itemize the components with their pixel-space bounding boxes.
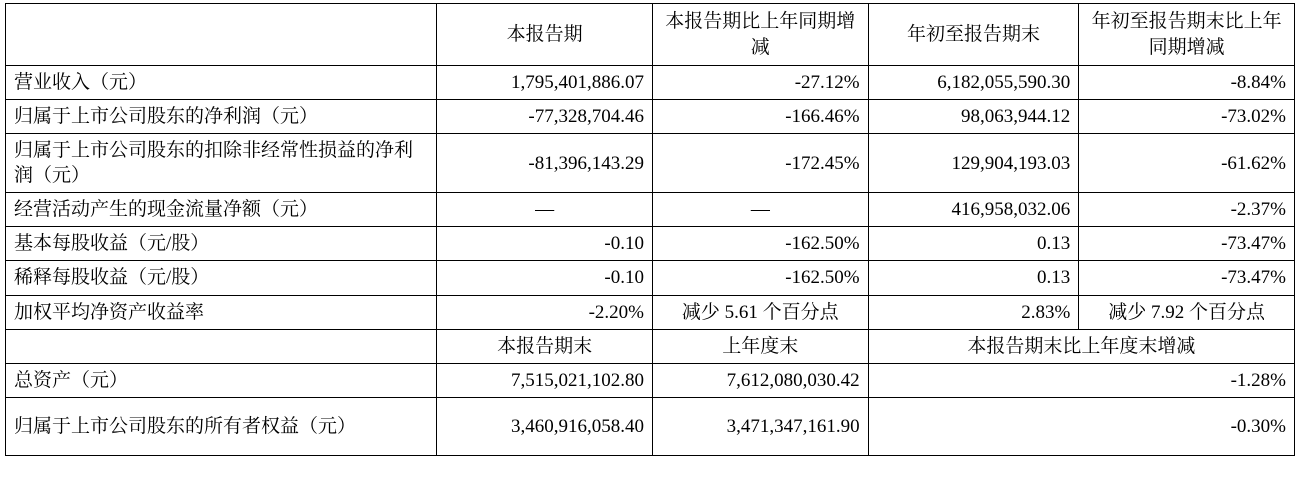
table-row	[6, 66, 1295, 100]
financial-summary-table	[5, 3, 1295, 456]
row-value-current-yoy: -172.45%	[652, 134, 868, 193]
row-value-ytd: 6,182,055,590.30	[868, 66, 1079, 100]
header-current-period: 本报告期	[437, 4, 653, 66]
row-value-period-end: 3,460,916,058.40	[437, 397, 653, 455]
table-row	[6, 295, 1295, 329]
header-corner	[6, 4, 437, 66]
row-value-current-yoy: -162.50%	[652, 261, 868, 295]
row-label: 归属于上市公司股东的净利润（元）	[6, 100, 437, 134]
table-row	[6, 363, 1295, 397]
row-label: 加权平均净资产收益率	[6, 295, 437, 329]
table-row	[6, 100, 1295, 134]
header2-corner	[6, 329, 437, 363]
row-value-ytd-yoy: -61.62%	[1079, 134, 1295, 193]
table-row	[6, 134, 1295, 193]
row-value-ytd-yoy: -73.02%	[1079, 100, 1295, 134]
row-value-current-yoy: -27.12%	[652, 66, 868, 100]
row-value-current: -0.10	[437, 261, 653, 295]
row-value-current: -0.10	[437, 227, 653, 261]
row-value-current: -77,328,704.46	[437, 100, 653, 134]
row-value-current: 1,795,401,886.07	[437, 66, 653, 100]
row-value-ytd: 0.13	[868, 261, 1079, 295]
row-value-prior-year-end: 3,471,347,161.90	[652, 397, 868, 455]
table-row	[6, 227, 1295, 261]
row-label: 营业收入（元）	[6, 66, 437, 100]
row-value-current: —	[437, 193, 653, 227]
row-value-ytd: 0.13	[868, 227, 1079, 261]
row-value-current-yoy: 减少 5.61 个百分点	[652, 295, 868, 329]
header-ytd: 年初至报告期末	[868, 4, 1079, 66]
row-value-period-end: 7,515,021,102.80	[437, 363, 653, 397]
row-label: 归属于上市公司股东的扣除非经常性损益的净利润（元）	[6, 134, 437, 193]
row-value-ytd-yoy: -2.37%	[1079, 193, 1295, 227]
table-header-row-secondary	[6, 329, 1295, 363]
header-ytd-yoy: 年初至报告期末比上年同期增减	[1079, 4, 1295, 66]
table-row	[6, 397, 1295, 455]
row-label: 稀释每股收益（元/股）	[6, 261, 437, 295]
row-value-ytd: 416,958,032.06	[868, 193, 1079, 227]
row-label: 经营活动产生的现金流量净额（元）	[6, 193, 437, 227]
row-value-current-yoy: —	[652, 193, 868, 227]
header2-change: 本报告期末比上年度末增减	[868, 329, 1294, 363]
row-value-change: -1.28%	[868, 363, 1294, 397]
row-value-prior-year-end: 7,612,080,030.42	[652, 363, 868, 397]
row-value-current: -2.20%	[437, 295, 653, 329]
table-header-row	[6, 4, 1295, 66]
financial-summary-sheet	[0, 3, 1300, 479]
row-value-change: -0.30%	[868, 397, 1294, 455]
table-row	[6, 193, 1295, 227]
row-value-current-yoy: -162.50%	[652, 227, 868, 261]
header2-prior-year-end: 上年度末	[652, 329, 868, 363]
row-value-ytd: 98,063,944.12	[868, 100, 1079, 134]
row-value-current: -81,396,143.29	[437, 134, 653, 193]
row-value-ytd-yoy: 减少 7.92 个百分点	[1079, 295, 1295, 329]
row-value-ytd-yoy: -8.84%	[1079, 66, 1295, 100]
row-label: 总资产（元）	[6, 363, 437, 397]
row-value-ytd: 129,904,193.03	[868, 134, 1079, 193]
row-value-ytd-yoy: -73.47%	[1079, 261, 1295, 295]
row-label: 归属于上市公司股东的所有者权益（元）	[6, 397, 437, 455]
row-label: 基本每股收益（元/股）	[6, 227, 437, 261]
row-value-current-yoy: -166.46%	[652, 100, 868, 134]
row-value-ytd: 2.83%	[868, 295, 1079, 329]
header2-period-end: 本报告期末	[437, 329, 653, 363]
header-current-period-yoy: 本报告期比上年同期增减	[652, 4, 868, 66]
table-row	[6, 261, 1295, 295]
row-value-ytd-yoy: -73.47%	[1079, 227, 1295, 261]
